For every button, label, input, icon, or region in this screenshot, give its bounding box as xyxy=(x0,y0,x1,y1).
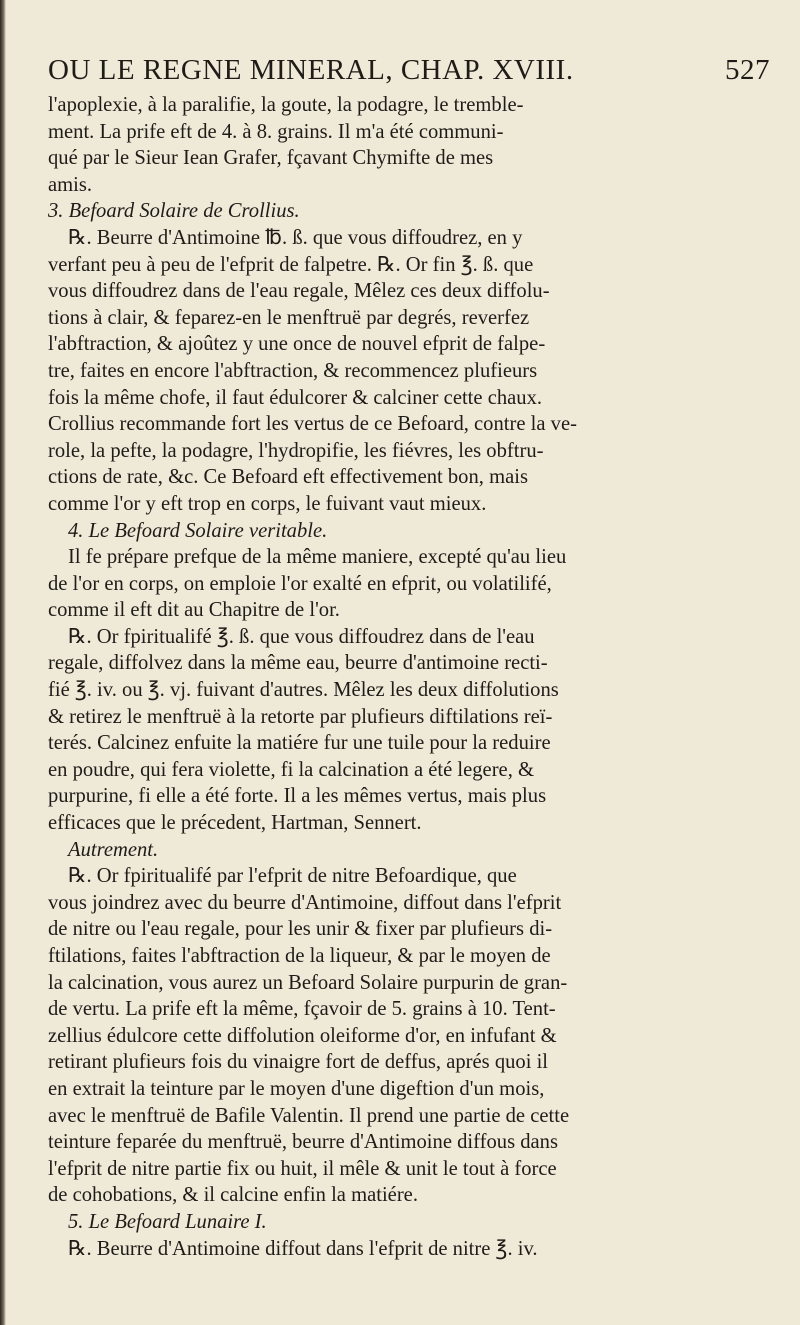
text-line: ftilations, faites l'abftraction de la liqueur, & par le moyen de xyxy=(48,945,551,967)
section-heading: 4. Le Befoard Solaire veritable. xyxy=(68,519,328,542)
text-line: ℞. Beurre d'Antimoine diffout dans l'efprit de nitre ℥. iv. xyxy=(68,1237,538,1260)
text-line: tions à clair, & feparez-en le menftruë par degrés, reverfez xyxy=(48,306,530,329)
text-line: purpurine, fi elle a été forte. Il a les mêmes vertus, mais plus xyxy=(48,785,547,808)
body-text xyxy=(48,92,770,1262)
text-line: en poudre, qui fera violette, fi la calcination a été legere, & xyxy=(48,758,535,781)
text-line: tre, faites en encore l'abftraction, & recommencez plufieurs xyxy=(48,359,538,382)
text-line: Crollius recommande fort les vertus de ce Befoard, contre la ve- xyxy=(48,413,577,436)
text-line: & retirez le menftruë à la retorte par plufieurs diftilations reï- xyxy=(48,705,553,728)
text-line: de nitre ou l'eau regale, pour les unir & fixer par plufieurs di- xyxy=(48,918,553,941)
text-line: qué par le Sieur Iean Grafer, fçavant Chymifte de mes xyxy=(48,147,494,170)
text-line: amis. xyxy=(48,173,93,196)
page-binding-edge xyxy=(0,0,6,1325)
text-line: ℞. Beurre d'Antimoine ℔. ß. que vous diffoudrez, en y xyxy=(68,226,523,249)
text-line: regale, diffolvez dans la même eau, beurre d'antimoine recti- xyxy=(48,652,548,675)
text-line: l'efprit de nitre partie fix ou huit, il mêle & unit le tout à force xyxy=(48,1157,557,1180)
text-line: de vertu. La prife eft la même, fçavoir de 5. grains à 10. Tent- xyxy=(48,998,556,1021)
text-line: verfant peu à peu de l'efprit de falpetre. ℞. Or fin ℥. ß. que xyxy=(48,253,534,276)
text-line: vous joindrez avec du beurre d'Antimoine, diffout dans l'efprit xyxy=(48,891,562,914)
text-line: l'apoplexie, à la paralifie, la goute, la podagre, le tremble- xyxy=(48,94,524,116)
running-head xyxy=(48,52,770,88)
text-line: ℞. Or fpiritualifé par l'efprit de nitre Befoardique, que xyxy=(68,865,517,888)
text-line: teinture feparée du menftruë, beurre d'Antimoine diffous dans xyxy=(48,1131,558,1154)
text-line: avec le menftruë de Bafile Valentin. Il prend une partie de cette xyxy=(48,1104,570,1127)
text-line: de cohobations, & il calcine enfin la matiére. xyxy=(48,1184,418,1207)
section-heading: Autrement. xyxy=(68,838,159,861)
text-line: terés. Calcinez enfuite la matiére fur une tuile pour la reduire xyxy=(48,732,551,755)
text-line: fois la même chofe, il faut édulcorer & calciner cette chaux. xyxy=(48,386,543,409)
book-page xyxy=(48,52,770,1262)
text-line: comme l'or y eft trop en corps, le fuivant vaut mieux. xyxy=(48,492,487,515)
text-line: la calcination, vous aurez un Befoard Solaire purpurin de gran- xyxy=(48,971,568,994)
text-line: vous diffoudrez dans de l'eau regale, Mêlez ces deux diffolu- xyxy=(48,280,550,303)
text-line: efficaces que le précedent, Hartman, Sennert. xyxy=(48,812,422,835)
text-line: en extrait la teinture par le moyen d'une digeftion d'un mois, xyxy=(48,1077,545,1100)
text-line: comme il eft dit au Chapitre de l'or. xyxy=(48,599,340,622)
text-line: role, la pefte, la podagre, l'hydropifie, les fiévres, les obftru- xyxy=(48,439,544,462)
page-number: 527 xyxy=(725,54,770,86)
section-heading: 5. Le Befoard Lunaire I. xyxy=(68,1210,267,1233)
text-line: ℞. Or fpiritualifé ℥. ß. que vous diffoudrez dans de l'eau xyxy=(68,625,535,648)
text-line: ment. La prife eft de 4. à 8. grains. Il m'a été communi- xyxy=(48,120,504,143)
text-line: retirant plufieurs fois du vinaigre fort de deffus, aprés quoi il xyxy=(48,1051,549,1074)
text-line: l'abftraction, & ajoûtez y une once de nouvel efprit de falpe- xyxy=(48,333,546,356)
text-line: Il fe prépare prefque de la même maniere, excepté qu'au lieu xyxy=(68,546,567,569)
text-line: de l'or en corps, on emploie l'or exalté en efprit, ou volatilifé, xyxy=(48,572,552,595)
running-title: OU LE REGNE MINERAL, CHAP. XVIII. xyxy=(48,54,574,86)
text-line: zellius édulcore cette diffolution oleiforme d'or, en infufant & xyxy=(48,1024,557,1047)
text-line: ctions de rate, &c. Ce Befoard eft effectivement bon, mais xyxy=(48,466,528,489)
section-heading: 3. Befoard Solaire de Crollius. xyxy=(48,200,300,223)
text-line: fié ℥. iv. ou ℥. vj. fuivant d'autres. Mêlez les deux diffolutions xyxy=(48,679,559,702)
